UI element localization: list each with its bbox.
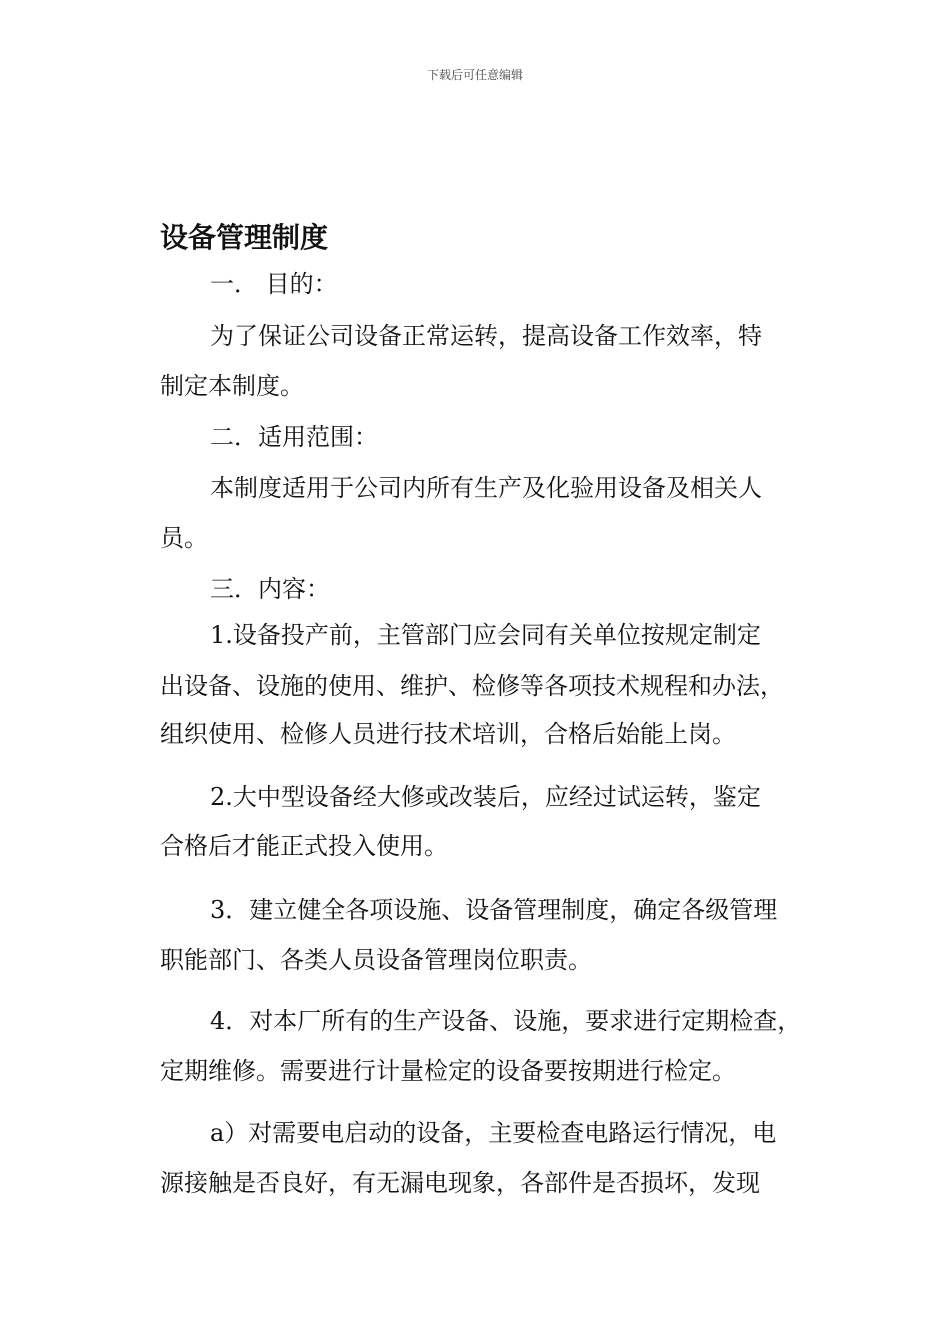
paragraph-line: 合格后才能正式投入使用。 (160, 832, 448, 860)
paragraph-line: 定期维修。需要进行计量检定的设备要按期进行检定。 (160, 1057, 736, 1085)
section-heading-content: 三．内容： (210, 575, 330, 603)
paragraph-line: 制定本制度。 (160, 372, 304, 400)
paragraph-line: a）对需要电启动的设备，主要检查电路运行情况，电 (210, 1119, 777, 1147)
paragraph-line: 组织使用、检修人员进行技术培训，合格后始能上岗。 (160, 720, 736, 748)
document-title: 设备管理制度 (160, 221, 329, 254)
paragraph-line: 1.设备投产前，主管部门应会同有关单位按规定制定 (210, 621, 761, 649)
paragraph-line: 2.大中型设备经大修或改装后，应经过试运转，鉴定 (210, 783, 761, 811)
section-heading-scope: 二．适用范围： (210, 423, 378, 451)
paragraph-line: 员。 (160, 524, 208, 552)
paragraph-line: 本制度适用于公司内所有生产及化验用设备及相关人 (210, 474, 762, 502)
paragraph-line: 职能部门、各类人员设备管理岗位职责。 (160, 946, 592, 974)
paragraph-line: 出设备、设施的使用、维护、检修等各项技术规程和办法， (160, 672, 784, 700)
paragraph-line: 4．对本厂所有的生产设备、设施，要求进行定期检查， (210, 1007, 802, 1035)
paragraph-line: 源接触是否良好，有无漏电现象，各部件是否损坏，发现 (160, 1169, 760, 1197)
paragraph-line: 为了保证公司设备正常运转，提高设备工作效率，特 (210, 322, 762, 350)
header-note: 下载后可任意编辑 (426, 68, 523, 82)
paragraph-line: 3．建立健全各项设施、设备管理制度，确定各级管理 (210, 896, 778, 924)
section-heading-purpose: 一． 目的： (210, 270, 338, 298)
